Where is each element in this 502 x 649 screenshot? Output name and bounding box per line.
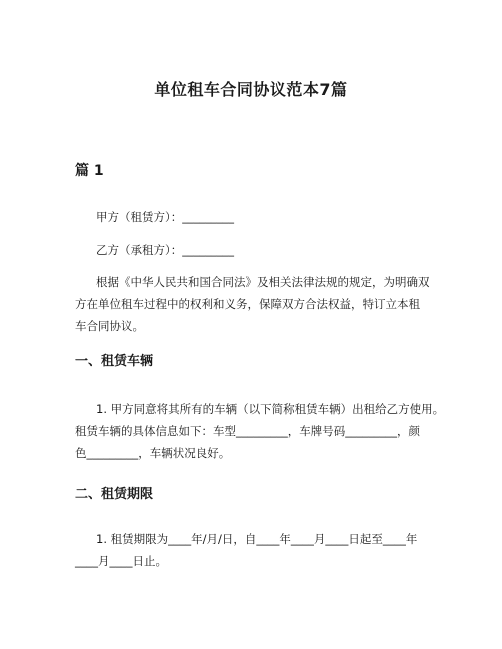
section-2-heading: 二、租赁期限 [75,487,154,502]
preamble-line-3: 车合同协议。 [75,319,144,333]
section-2-line-1: 1. 租赁期限为____年/月/日，自____年____月____日起至____年 [96,532,418,546]
section-2-line-2: ____月____日止。 [75,554,167,568]
section-1-heading: 一、租赁车辆 [75,354,154,369]
party-b-line: 乙方（承租方）：_________ [96,243,234,257]
chapter-heading: 篇 1 [75,163,104,179]
preamble-line-2: 方在单位租车过程中的权利和义务，保障双方合法权益，特订立本租 [75,297,420,311]
document-title: 单位租车合同协议范本7篇 [154,80,348,99]
section-1-line-1: 1. 甲方同意将其所有的车辆（以下简称租赁车辆）出租给乙方使用。 [96,402,445,416]
party-a-line: 甲方（租赁方）：_________ [96,210,234,224]
preamble-line-1: 根据《中华人民共和国合同法》及相关法律法规的规定，为明确双 [96,275,430,289]
section-1-line-2: 租赁车辆的具体信息如下：车型_________，车牌号码_________，颜 [75,424,420,438]
section-1-line-3: 色_________，车辆状况良好。 [75,446,231,460]
